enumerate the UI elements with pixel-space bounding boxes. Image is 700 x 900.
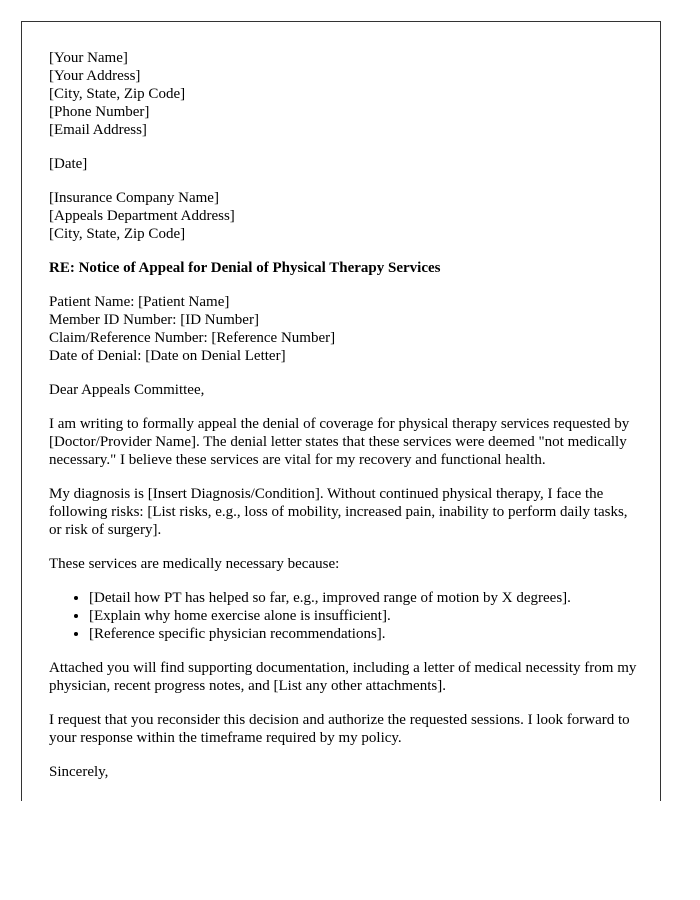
sender-block	[49, 49, 639, 139]
claim-reference: Claim/Reference Number: [Reference Number]	[49, 330, 336, 346]
salutation: Dear Appeals Committee,	[49, 382, 205, 398]
diagnosis-paragraph: My diagnosis is [Insert Diagnosis/Condition]. Without continued physical therapy, I face the following risks: [List risks, e.g., loss of mobility, increased pain, inability to perform daily tasks, or risk of surgery].	[49, 486, 628, 538]
sender-city-state-zip: [City, State, Zip Code]	[49, 86, 186, 102]
request-paragraph: I request that you reconsider this decision and authorize the requested sessions. I look forward to your response within the timeframe required by my policy.	[49, 712, 630, 746]
subject-line: RE: Notice of Appeal for Denial of Physical Therapy Services	[49, 260, 441, 276]
list-item: • [Detail how PT has helped so far, e.g., improved range of motion by X degrees].	[89, 589, 639, 607]
recipient-company: [Insurance Company Name]	[49, 190, 219, 206]
intro-paragraph: I am writing to formally appeal the denial of coverage for physical therapy services requested by [Doctor/Provider Name]. The denial letter states that these services were deemed "not medically necessary." I believe these services are vital for my recovery and functional health.	[49, 416, 630, 468]
reasons-list	[49, 589, 639, 643]
recipient-block	[49, 189, 639, 243]
attachments-paragraph: Attached you will find supporting documentation, including a letter of medical necessity from my physician, recent progress notes, and [List any other attachments].	[49, 660, 637, 694]
closing: Sincerely,	[49, 764, 109, 780]
denial-date: Date of Denial: [Date on Denial Letter]	[49, 348, 286, 364]
list-item: • [Explain why home exercise alone is insufficient].	[89, 607, 639, 625]
recipient-city-state-zip: [City, State, Zip Code]	[49, 226, 186, 242]
date-block	[49, 155, 639, 173]
patient-info-block	[49, 293, 639, 365]
letter-body	[49, 49, 639, 797]
list-item: • [Reference specific physician recommendations].	[89, 625, 639, 643]
patient-name: Patient Name: [Patient Name]	[49, 294, 230, 310]
sender-phone: [Phone Number]	[49, 104, 150, 120]
letter-page	[21, 21, 661, 801]
sender-address: [Your Address]	[49, 68, 141, 84]
sender-name: [Your Name]	[49, 50, 128, 66]
letter-date: [Date]	[49, 156, 88, 172]
necessity-lead-paragraph: These services are medically necessary because:	[49, 556, 340, 572]
member-id: Member ID Number: [ID Number]	[49, 312, 259, 328]
recipient-address: [Appeals Department Address]	[49, 208, 235, 224]
sender-email: [Email Address]	[49, 122, 147, 138]
